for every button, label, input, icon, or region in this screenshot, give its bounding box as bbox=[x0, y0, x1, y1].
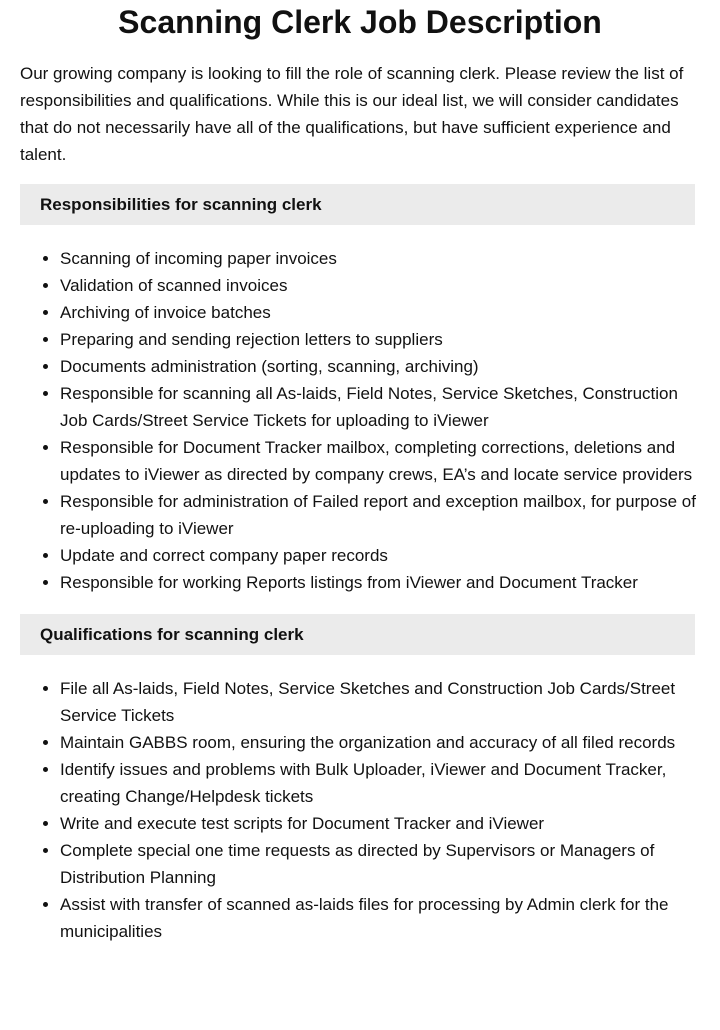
list-item: • Update and correct company paper records bbox=[60, 542, 700, 569]
qualifications-list bbox=[20, 675, 700, 945]
list-item: • Scanning of incoming paper invoices bbox=[60, 245, 700, 272]
list-item: • Maintain GABBS room, ensuring the organization and accuracy of all filed records bbox=[60, 729, 700, 756]
list-item: • Archiving of invoice batches bbox=[60, 299, 700, 326]
responsibilities-heading: Responsibilities for scanning clerk bbox=[20, 184, 695, 225]
list-item: • Identify issues and problems with Bulk Uploader, iViewer and Document Tracker, creating Change/Helpdesk tickets bbox=[60, 756, 700, 810]
list-item: • Responsible for administration of Failed report and exception mailbox, for purpose of re-uploading to iViewer bbox=[60, 488, 700, 542]
list-item: • Responsible for scanning all As-laids, Field Notes, Service Sketches, Construction Job Cards/Street Service Tickets for uploading to iViewer bbox=[60, 380, 700, 434]
list-item: • File all As-laids, Field Notes, Service Sketches and Construction Job Cards/Street Service Tickets bbox=[60, 675, 700, 729]
list-item: • Validation of scanned invoices bbox=[60, 272, 700, 299]
list-item: • Preparing and sending rejection letters to suppliers bbox=[60, 326, 700, 353]
list-item: • Write and execute test scripts for Document Tracker and iViewer bbox=[60, 810, 700, 837]
list-item: • Documents administration (sorting, scanning, archiving) bbox=[60, 353, 700, 380]
list-item: • Responsible for Document Tracker mailbox, completing corrections, deletions and updates to iViewer as directed by company crews, EA’s and locate service providers bbox=[60, 434, 700, 488]
responsibilities-list bbox=[20, 245, 700, 596]
list-item: • Assist with transfer of scanned as-laids files for processing by Admin clerk for the municipalities bbox=[60, 891, 700, 945]
page-title: Scanning Clerk Job Description bbox=[118, 4, 602, 40]
list-item: • Responsible for working Reports listings from iViewer and Document Tracker bbox=[60, 569, 700, 596]
qualifications-heading: Qualifications for scanning clerk bbox=[20, 614, 695, 655]
list-item: • Complete special one time requests as directed by Supervisors or Managers of Distribution Planning bbox=[60, 837, 700, 891]
intro-paragraph: Our growing company is looking to fill the role of scanning clerk. Please review the list of responsibilities and qualifications. While this is our ideal list, we will consider candidates that do not necessarily have all of the qualifications, but have sufficient experience and talent. bbox=[20, 64, 684, 164]
